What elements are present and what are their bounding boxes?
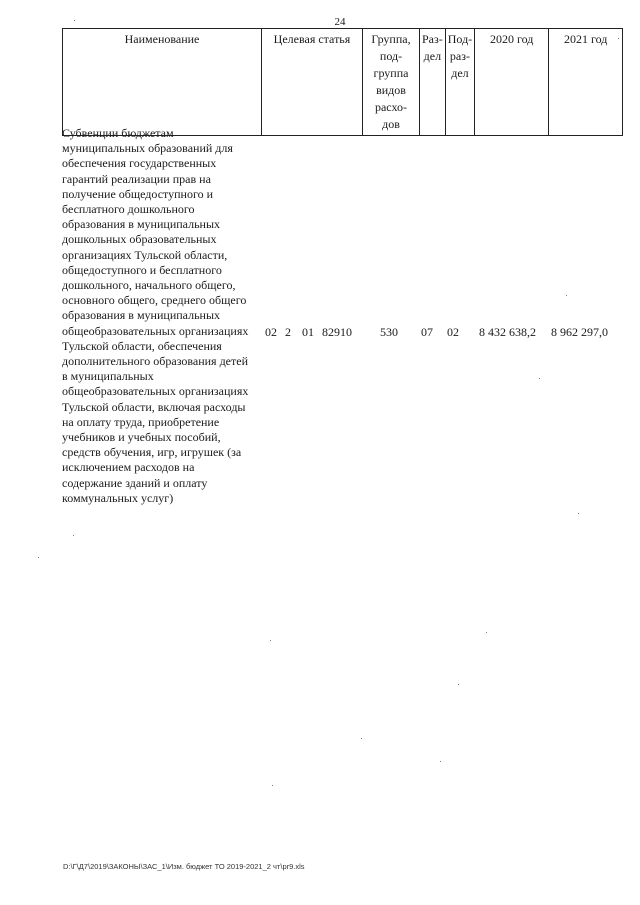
header-name: Наименование <box>63 29 262 136</box>
row-name-line: получение общедоступного и <box>62 186 214 201</box>
scan-speck <box>566 295 567 296</box>
target-article-event: 01 <box>302 325 314 339</box>
footer-file-path: D:\Г\Д7\2019\ЗАКОНЫ\ЗАС_1\Изм. бюджет ТО 2019-2021_2 чт\pr9.xls <box>63 862 305 871</box>
row-name-line: общедоступного и бесплатного <box>62 262 222 277</box>
row-name-line: гарантий реализации прав на <box>62 171 211 186</box>
target-article-direction: 82910 <box>322 325 352 339</box>
row-name-line: дошкольного, начального общего, <box>62 278 236 293</box>
row-name-line: муниципальных образований для <box>62 141 233 156</box>
expense-group-value: 530 <box>380 325 398 339</box>
row-name-line: средств обучения, игр, игрушек (за <box>62 445 242 460</box>
scan-speck <box>539 378 540 379</box>
row-name-line: коммунальных услуг) <box>62 490 174 505</box>
amount-2021: 8 962 297,0 <box>551 325 608 339</box>
scan-speck <box>73 535 74 536</box>
row-name-line: Субвенции бюджетам <box>62 126 174 140</box>
scan-speck <box>440 761 441 762</box>
row-name-cell <box>62 126 272 506</box>
scan-speck <box>578 513 579 514</box>
row-name-line: общеобразовательных организациях <box>62 384 249 399</box>
amount-2020: 8 432 638,2 <box>479 325 536 339</box>
header-section: Раз- дел <box>420 29 446 136</box>
row-name-line: Тульской области, обеспечения <box>62 338 222 353</box>
row-name-line: общеобразовательных организациях <box>62 323 249 338</box>
page-number: 24 <box>334 16 346 28</box>
row-name-line: на оплату труда, приобретение <box>62 414 220 429</box>
row-name-line: основного общего, среднего общего <box>62 293 247 308</box>
header-year-2021: 2021 год <box>549 29 623 136</box>
scan-speck <box>38 557 39 558</box>
table-header <box>62 28 623 136</box>
row-name-line: исключением расходов на <box>62 460 195 475</box>
target-article-program: 02 <box>265 325 277 339</box>
scan-speck <box>361 738 362 739</box>
row-name-line: Тульской области, включая расходы <box>62 399 246 414</box>
header-expense-group: Группа, под- группа видов расхо- дов <box>363 29 420 136</box>
row-name-line: дополнительного образования детей <box>62 354 248 369</box>
row-name-line: учебников и учебных пособий, <box>62 430 221 445</box>
section-value: 07 <box>421 325 433 339</box>
scan-speck <box>458 684 459 685</box>
scan-speck <box>270 640 271 641</box>
row-name-line: организациях Тульской области, <box>62 247 228 262</box>
subsection-value: 02 <box>447 325 459 339</box>
header-year-2020: 2020 год <box>475 29 549 136</box>
row-name-line: образования в муниципальных <box>62 217 221 232</box>
row-name-line: обеспечения государственных <box>62 156 217 171</box>
header-subsection: Под- раз- дел <box>445 29 474 136</box>
scan-speck <box>272 785 273 786</box>
target-article-subprogram: 2 <box>285 325 291 339</box>
scan-speck <box>74 20 75 21</box>
header-target-article: Целевая статья <box>262 29 363 136</box>
scan-speck <box>486 632 487 633</box>
row-name-line: содержание зданий и оплату <box>62 475 208 490</box>
scan-speck <box>618 38 619 39</box>
row-name-line: дошкольных образовательных <box>62 232 217 247</box>
row-name-line: в муниципальных <box>62 369 154 384</box>
row-name-line: бесплатного дошкольного <box>62 202 195 217</box>
row-name-line: образования в муниципальных <box>62 308 221 323</box>
